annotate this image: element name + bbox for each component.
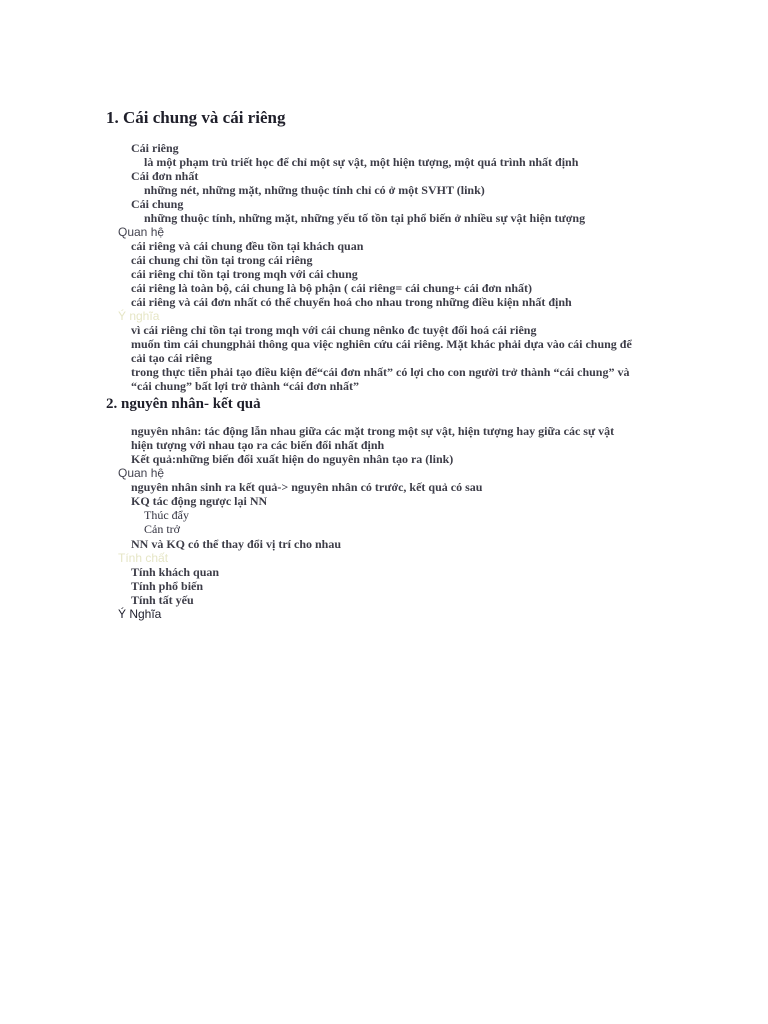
y-nghia-line: cải tạo cái riêng bbox=[131, 351, 212, 365]
y-nghia-line: muốn tìm cái chungphải thông qua việc nghiên cứu cái riêng. Mặt khác phải dựa vào cái chung để bbox=[131, 337, 632, 351]
tinh-chat-item: Tính khách quan bbox=[131, 565, 220, 579]
sub-item-can-tro: Cản trở bbox=[144, 522, 181, 536]
cai-don-nhat-definition: những nét, những mặt, những thuộc tính chỉ có ở một SVHT (link) bbox=[144, 183, 485, 197]
quan-he-item: cái riêng và cái chung đều tồn tại khách quan bbox=[131, 239, 364, 253]
cai-chung-definition: những thuộc tính, những mặt, những yếu tố tồn tại phổ biến ở nhiều sự vật hiện tượng bbox=[144, 211, 586, 225]
cai-chung-label: Cái chung bbox=[131, 197, 184, 211]
quan-he-line: nguyên nhân sinh ra kết quả-> nguyên nhân có trước, kết quả có sau bbox=[131, 480, 483, 494]
tinh-chat-label: Tính chất bbox=[118, 551, 169, 565]
section-2-title: 2. nguyên nhân- kết quả bbox=[106, 396, 261, 412]
cai-rieng-label: Cái riêng bbox=[131, 141, 179, 155]
ket-qua-definition: Kết quả:những biến đổi xuất hiện do nguyên nhân tạo ra (link) bbox=[131, 452, 454, 466]
quan-he-item: cái riêng và cái đơn nhất có thể chuyển hoá cho nhau trong những điều kiện nhất định bbox=[131, 295, 572, 309]
y-nghia-line: “cái chung” bất lợi trở thành “cái đơn nhất” bbox=[131, 379, 359, 393]
cai-don-nhat-label: Cái đơn nhất bbox=[131, 169, 199, 183]
section-1-title: 1. Cái chung và cái riêng bbox=[106, 108, 286, 127]
quan-he-item: cái riêng là toàn bộ, cái chung là bộ phận ( cái riêng= cái chung+ cái đơn nhất) bbox=[131, 281, 533, 295]
quan-he-line: KQ tác động ngược lại NN bbox=[131, 494, 268, 508]
quan-he-line: NN và KQ có thể thay đổi vị trí cho nhau bbox=[131, 537, 342, 551]
y-nghia-label-1: Ý nghĩa bbox=[118, 309, 160, 323]
nguyen-nhan-definition: nguyên nhân: tác động lẫn nhau giữa các mặt trong một sự vật, hiện tượng hay giữa các sự vật bbox=[131, 424, 615, 438]
cai-rieng-definition: là một phạm trù triết học để chỉ một sự vật, một hiện tượng, một quá trình nhất định bbox=[144, 155, 579, 169]
y-nghia-line: trong thực tiễn phải tạo điều kiện để“cái đơn nhất” có lợi cho con người trở thành “cái chung” và bbox=[131, 365, 630, 379]
y-nghia-line: vì cái riêng chỉ tồn tại trong mqh với cái chung nênko đc tuyệt đối hoá cái riêng bbox=[131, 323, 537, 337]
quan-he-item: cái riêng chỉ tồn tại trong mqh với cái chung bbox=[131, 267, 358, 281]
nguyen-nhan-definition-cont: hiện tượng với nhau tạo ra các biến đổi nhất định bbox=[131, 438, 385, 452]
tinh-chat-item: Tính tất yếu bbox=[131, 593, 194, 607]
sub-item-thuc-day: Thúc đẩy bbox=[144, 508, 189, 522]
tinh-chat-item: Tính phổ biến bbox=[131, 579, 204, 593]
quan-he-label-1: Quan hệ bbox=[118, 225, 165, 239]
y-nghia-label-2: Ý Nghĩa bbox=[118, 607, 162, 621]
quan-he-label-2: Quan hệ bbox=[118, 466, 165, 480]
quan-he-item: cái chung chỉ tồn tại trong cái riêng bbox=[131, 253, 313, 267]
